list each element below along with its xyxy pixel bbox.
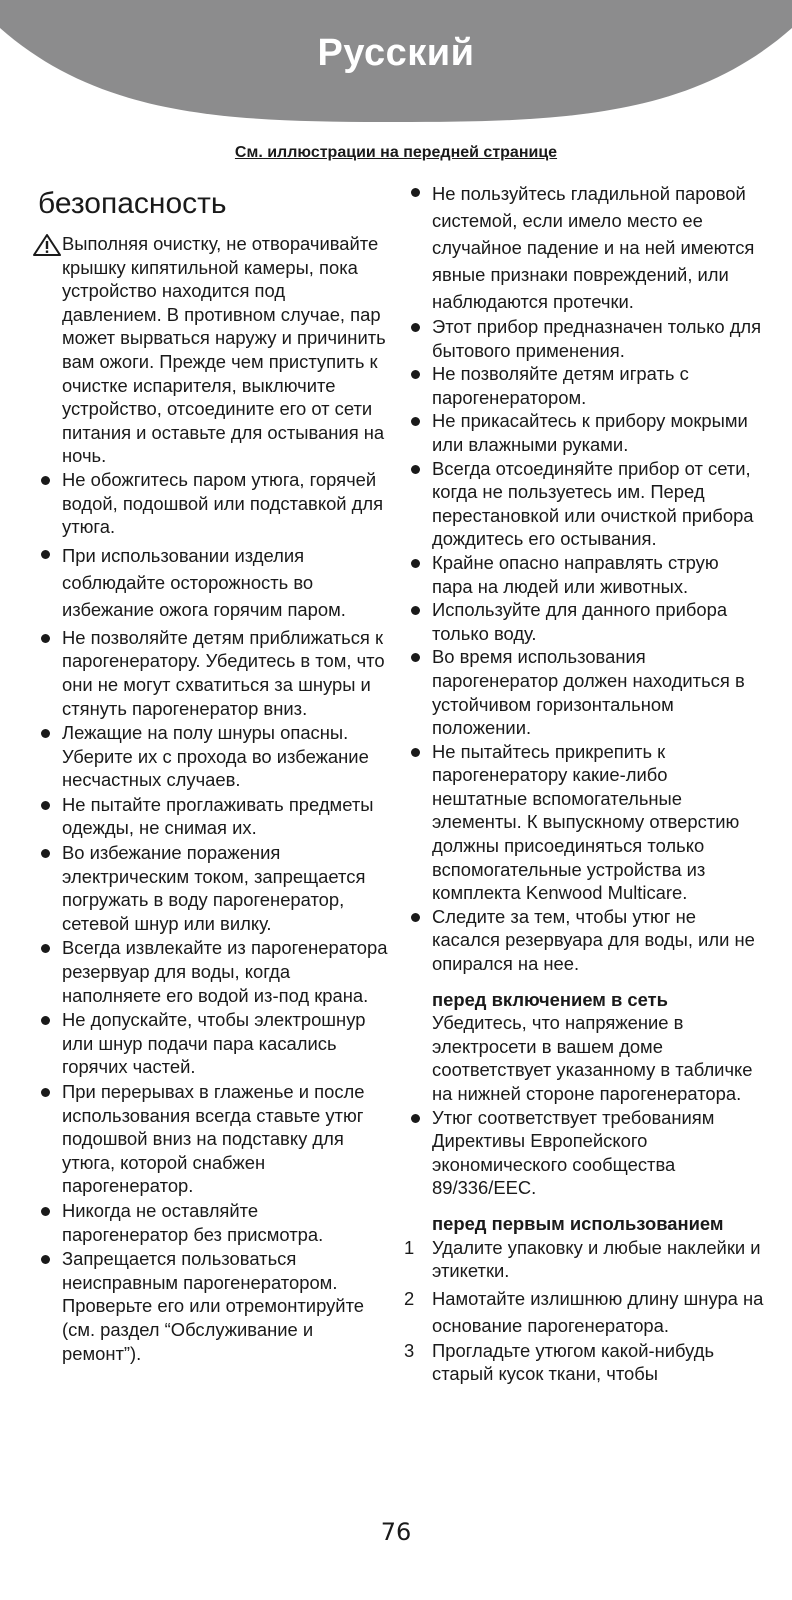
- list-item: Этот прибор предназначен только для бытового применения.: [408, 315, 764, 362]
- before-plugging-text: Убедитесь, что напряжение в электросети в вашем доме соответствует указанному в табличке на нижней стороне парогенератора.: [432, 1012, 753, 1104]
- list-item: Следите за тем, чтобы утюг не касался резервуара для воды, или не опирался на нее.: [408, 905, 764, 976]
- before-plugging-heading: перед включением в сеть: [432, 988, 668, 1010]
- list-item: Всегда извлекайте из парогенератора резервуар для воды, когда наполняете его водой из-под крана.: [38, 936, 388, 1007]
- language-header: [0, 0, 792, 125]
- bullet-icon: [41, 476, 50, 485]
- numbered-step: 3 Прогладьте утюгом какой-нибудь старый кусок ткани, чтобы: [404, 1339, 715, 1385]
- numbered-step: 1 Удалите упаковку и любые наклейки и этикетки.: [404, 1236, 761, 1282]
- step-number: 1: [404, 1236, 415, 1258]
- bullet-icon: [41, 1255, 50, 1264]
- list-item: Не прикасайтесь к прибору мокрыми или влажными руками.: [408, 409, 764, 456]
- step-number: 3: [404, 1339, 415, 1361]
- list-item: Не обожгитесь паром утюга, горячей водой, подошвой или подставкой для утюга.: [38, 468, 388, 539]
- list-item: Не допускайте, чтобы электрошнур или шнур подачи пара касались горячих частей.: [38, 1008, 388, 1079]
- page-number: 76: [380, 1518, 412, 1546]
- bullet-icon: [41, 634, 50, 643]
- before-first-use-heading: перед первым использованием: [432, 1212, 724, 1234]
- list-item: Используйте для данного прибора только воду.: [408, 598, 764, 645]
- bullet-icon: [411, 417, 420, 426]
- list-item: При использовании изделия соблюдайте осторожность во избежание ожога горячим паром.: [38, 542, 388, 623]
- bullet-icon: [411, 748, 420, 757]
- bullet-icon: [411, 606, 420, 615]
- list-item: Утюг соответствует требованиям Директивы Европейского экономического сообщества 89/336/EEC.: [408, 1106, 764, 1200]
- right-column: [404, 180, 764, 1386]
- warning-text: Выполняя очистку, не отворачивайте крышку кипятильной камеры, пока устройство находится под давлением. В противном случае, пар может вырваться наружу и причинить вам ожоги. Прежде чем приступить к очистке испарителя, выключите устройство, отсоедините его от сети питания и оставьте для остывания на ночь.: [62, 233, 386, 467]
- bullet-icon: [411, 559, 420, 568]
- bullet-icon: [411, 323, 420, 332]
- illustrations-note: См. иллюстрации на передней странице: [234, 144, 558, 161]
- list-item: Запрещается пользоваться неисправным парогенератором. Проверьте его или отремонтируйте (см. раздел “Обслуживание и ремонт”).: [38, 1247, 388, 1365]
- bullet-icon: [41, 801, 50, 810]
- bullet-icon: [41, 1016, 50, 1025]
- bullet-icon: [41, 1207, 50, 1216]
- safety-heading: безопасность: [38, 187, 227, 220]
- bullet-icon: [411, 1114, 420, 1123]
- bullet-icon: [41, 729, 50, 738]
- step-number: 2: [404, 1287, 415, 1309]
- bullet-icon: [41, 849, 50, 858]
- bullet-icon: [41, 944, 50, 953]
- bullet-icon: [411, 370, 420, 379]
- bullet-icon: [411, 188, 420, 197]
- numbered-step: 2 Намотайте излишнюю длину шнура на основание парогенератора.: [408, 1285, 764, 1339]
- list-item: Не позволяйте детям играть с парогенератором.: [408, 362, 764, 409]
- bullet-icon: [41, 1088, 50, 1097]
- bullet-icon: [411, 653, 420, 662]
- list-item: Не позволяйте детям приближаться к парогенератору. Убедитесь в том, что они не могут схватиться за шнуры и стянуть парогенератор вниз.: [38, 626, 388, 720]
- bullet-icon: [411, 465, 420, 474]
- bullet-icon: [411, 913, 420, 922]
- list-item: Всегда отсоединяйте прибор от сети, когда не пользуетесь им. Перед перестановкой или очисткой прибора дождитесь его остывания.: [408, 457, 764, 551]
- language-title: Русский: [317, 32, 475, 74]
- list-item: Во избежание поражения электрическим током, запрещается погружать в воду парогенератор, сетевой шнур или вилку.: [38, 841, 388, 935]
- warning-triangle-icon: [32, 233, 62, 263]
- list-item: Крайне опасно направлять струю пара на людей или животных.: [408, 551, 764, 598]
- list-item: Никогда не оставляйте парогенератор без присмотра.: [38, 1199, 388, 1246]
- list-item: Не пытайтесь прикрепить к парогенератору какие-либо нештатные вспомогательные элементы. К выпускному отверстию должны присоединяться только вспомогательные устройства из комплекта Kenwood Multicare.: [408, 740, 764, 905]
- list-item: Лежащие на полу шнуры опасны. Уберите их с прохода во избежание несчастных случаев.: [38, 721, 388, 792]
- list-item: Не пытайте проглаживать предметы одежды, не снимая их.: [38, 793, 388, 840]
- list-item: Во время использования парогенератор должен находиться в устойчивом горизонтальном положении.: [408, 645, 764, 739]
- list-item: Не пользуйтесь гладильной паровой системой, если имело место ее случайное падение и на ней имеются явные признаки повреждений, или наблюдаются протечки.: [408, 180, 764, 315]
- bullet-icon: [41, 550, 50, 559]
- left-column: [38, 180, 388, 1365]
- warning-item: [38, 232, 388, 468]
- list-item: При перерывах в глаженье и после использования всегда ставьте утюг подошвой вниз на подставку для утюга, которой снабжен парогенератор.: [38, 1080, 388, 1198]
